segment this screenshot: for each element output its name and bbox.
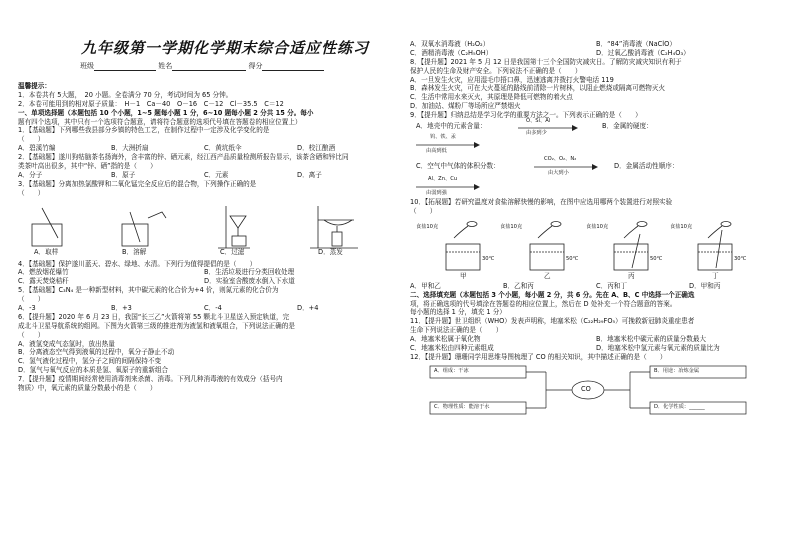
q9-d-top: Al、Zn、Cu [428,176,458,183]
name-blank[interactable] [172,62,246,71]
q6-stem: 6．【提升题】2020 年 6 月 23 日，我国“长三乙”火箭将第 55 颗北斗卫星送入预定轨道，完 [18,312,290,321]
salt-label: 食盐10克 [500,223,523,230]
q3-stem: 3．【基础题】分离加热氯酸钾和二氧化锰完全反应后的混合物，下列操作正确的是 [18,179,257,188]
q11-stem: 11．【提升题】世卫组织（WHO）发表声明称，地塞米松（C₂₂H₂₉FO₅）可挽救新冠肺炎重症患者 [410,317,695,326]
beaker-label: 甲 [460,271,467,280]
page-title: 九年级第一学期化学期末综合适应性练习 [80,39,369,57]
q9-d-bottom: 由弱到强 [426,190,447,197]
q10-figure [410,216,782,282]
q1-paren: （ ） [18,135,45,144]
q9-b-top: 钨、铁、汞 [430,134,456,141]
section-1-heading: 一、单项选择题（本题包括 10 个小题，1~5 题每小题 1 分，6~10 题每小题 2 分共 15 分。每小 [18,108,314,117]
option[interactable]: D．甲和丙 [689,281,721,290]
fig-label: C．过滤 [220,247,245,256]
option[interactable]: A．双氧水消毒液（H₂O₂） [410,40,490,48]
q5-paren: （ ） [18,295,45,304]
beaker-label: 丁 [712,271,719,280]
option[interactable]: D．+4 [297,304,319,313]
tip-line: 2．本卷可能用到的相对原子质量： H－1 Ca－40 O－16 C－12 Cl－35.5 C＝12 [18,99,284,108]
student-info-line [80,62,400,71]
option[interactable]: B．生活垃圾进行分类回收处理 [204,268,295,277]
option[interactable]: C．元素 [204,170,229,179]
beaker-icon [32,224,62,246]
q9-b-label[interactable]: B．金属的硬度： [602,122,653,131]
option[interactable]: C．黄坑纸伞 [204,144,242,153]
q6-stem-cont: 成北斗卫星导航系统的组网。下图为火箭第三级的推进剂为液氢和液氧组合，下列说法正确的是 [18,321,295,330]
q8-stem-cont: 保护人民的生命及财产安全。下列说法不正确的是（ ） [410,66,582,75]
option[interactable]: D．地塞米松中氢元素与氧元素的质量比为 [596,344,720,353]
q2-options [18,171,390,180]
tips-title: 温馨提示： [18,82,51,90]
class-blank[interactable] [94,62,156,71]
option[interactable]: D．实验室含酸废水倒入下水道 [204,277,295,286]
q11-options [410,344,782,353]
class-label: 班级 [80,62,94,70]
q9-a-bottom: 由多到少 [526,130,547,137]
q9-a-label[interactable]: A．地壳中的元素含量： [416,122,487,131]
temp-label: 30℃ [734,255,747,262]
q9-stem: 9．【提升题】归纳总结是学习化学的重要方法之一。下列表示正确的是（ ） [410,111,642,120]
q12-mindmap [410,362,782,420]
q7-options [410,40,782,49]
fig-label: A．取样 [34,247,59,256]
mindmap-box[interactable]: B．用途：冶炼金属 [654,367,700,374]
q1-options [18,144,390,153]
option[interactable]: A．甲和乙 [410,281,441,290]
option[interactable]: A．液氢变成气态氢时，放出热量 [18,339,115,348]
q12-stem: 12．【提升题】珊珊同学用思维导图梳理了 CO 的相关知识，其中描述正确的是（ ） [410,352,667,361]
q7-stem-cont: 物质）中，氧元素的质量分数最小的是（ ） [18,384,157,393]
option[interactable]: D．氢气与氧气反应的本质是氢、氧原子的重新组合 [18,366,169,375]
tip-line: 1．本卷共有 5大题， 20 小题。全卷满分 70 分，考试时间为 65 分钟。 [18,90,233,99]
q4-stem: 4．【基础题】保护遂川蓝天、碧水、绿地、水清。下列行为值得提倡的是（ ） [18,259,257,268]
temp-label: 50℃ [566,255,579,262]
option[interactable]: A．碧溪竹编 [18,144,56,153]
option[interactable]: A．地塞米松属于氧化物 [410,335,481,344]
option[interactable]: B．原子 [111,170,136,179]
q7-stem: 7．【提升题】疫情期间经常使用消毒剂来杀菌、消毒。下列几种消毒液的有效成分（括号内 [18,375,283,384]
q5-stem: 5．【基础题】C₃N₄ 是一种新型材料，其中碳元素的化合价为+4 价，则氮元素的化合价为 [18,286,279,295]
q9-diagram [410,120,782,198]
score-label: 得分 [248,62,263,70]
q10-stem: 10．【拓展题】若研究温度对食盐溶解快慢的影响，在图中应选用哪两个装置进行对照实验 [410,198,673,207]
option[interactable]: C．生活中常用水来灭火，其原理是降低可燃物的着火点 [410,93,573,102]
option[interactable]: A．分子 [18,170,43,179]
q8-stem: 8．【提升题】2021 年 5 月 12 日是我国第十三个全国防灾减灾日。了解防灾减灾知识有利于 [410,57,682,66]
beaker-label: 丙 [628,271,635,280]
q6-paren: （ ） [18,330,45,339]
option[interactable]: B．分离液态空气得到液氧的过程中，氧分子静止不动 [18,348,175,357]
salt-label: 食盐10克 [670,223,693,230]
mindmap-box[interactable]: C．物理性质：能溶于水 [434,403,490,410]
q2-stem-cont: 类茶叶高出很多，其中“锌、硒”指的是（ ） [18,162,157,171]
temp-label: 30℃ [482,255,495,262]
name-label: 姓名 [158,62,173,70]
q11-options [410,335,782,344]
option[interactable]: C．-4 [204,304,222,313]
option[interactable]: C．地塞米松由四种元素组成 [410,344,494,353]
option[interactable]: B．地塞米松中碳元素的质量分数最大 [596,335,707,344]
option[interactable]: C．酒精消毒液（C₂H₅OH） [410,48,493,57]
q3-figure [18,198,390,260]
option[interactable]: C．露天焚烧秸秆 [18,277,69,286]
q9-c-top: CO₂、O₂、N₂ [544,156,577,163]
q9-c-label[interactable]: C．空气中气体的体积分数： [416,162,500,171]
temp-label: 50℃ [650,255,663,262]
option[interactable]: B．乙和丙 [503,281,534,290]
section-2-heading-cont: 每小题的选择 1 分，填充 1 分） [410,308,506,317]
left-column [18,82,390,393]
q7-options [410,49,782,58]
fig-label: D．蒸发 [318,247,343,256]
q5-options [18,304,390,313]
section-1-heading-cont: 题有四个选项，其中只有一个选项符合题意，请将符合题意的选项代号填在答题卷的相应位置上） [18,117,302,126]
option[interactable]: D．过氧乙酸消毒液（C₂H₄O₃） [596,48,690,57]
mindmap-box[interactable]: D．化学性质：______ [654,403,705,410]
right-column [410,40,782,420]
option[interactable]: B．“84”消毒液（NaClO） [596,40,676,48]
q10-paren: （ ） [410,206,437,215]
score-blank[interactable] [262,62,324,71]
option[interactable]: C．氢气液化过程中，氢分子之间的间隔保持不变 [18,357,162,366]
option[interactable]: D．加油站、煤粉厂等场所应严禁烟火 [410,102,521,111]
mindmap-box[interactable]: A．组成：干冰 [434,367,469,374]
fig-label: B．溶解 [122,247,147,256]
option[interactable]: B．森林发生火灾，可在大火蔓延的路线前清除一片树林，以阻止燃烧或隔离可燃物灭火 [410,84,666,93]
q3-paren: （ ） [18,188,45,197]
option[interactable]: B．大洲折扇 [111,144,149,153]
salt-label: 食盐10克 [416,223,439,230]
option[interactable]: C．丙和丁 [596,281,627,290]
q1-stem: 1．【基础题】下列哪些我县部分乡镇的特色工艺，在制作过程中一定涉及化学变化的是 [18,126,270,135]
section-2-heading-cont: 项，将正确选项的代号填涂在答题卷的相应位置上，然后在 D 处补充一个符合题意的答案。 [410,299,677,308]
q9-a-top: O、Si、Al [526,118,551,125]
option[interactable]: A．燃放烟花爆竹 [18,268,69,277]
q9-b-bottom: 由高到低 [426,148,447,155]
salt-label: 食盐10克 [586,223,609,230]
option[interactable]: A．一旦发生火灾，应用湿毛巾捂口鼻，迅速逃离并拨打火警电话 119 [410,75,614,84]
q4-options [18,277,390,286]
q11-stem-cont: 生命下列说法正确的是（ ） [410,326,503,335]
q10-options [410,282,782,291]
q9-c-bottom: 由大到小 [548,170,569,177]
option[interactable]: A．-3 [18,304,36,313]
option[interactable]: D．离子 [297,170,322,179]
q2-stem: 2．【基础题】遂川狗牯脑茶名扬海外，含丰富的锌、硒元素，经江西产品质量检测所报告显示，该茶含硒和锌比同 [18,153,349,162]
mindmap-center: CO [581,384,591,393]
q9-d-label[interactable]: D．金属活动性顺序： [614,162,679,171]
option[interactable]: D．校江酿酒 [297,144,336,153]
beaker-label: 乙 [544,271,551,280]
option[interactable]: B．+3 [111,304,132,313]
section-2-heading: 二、选择填充题（本题包括 3 个小题，每小题 2 分，共 6 分。先在 A、B、C 中选择一个正确选 [410,290,695,299]
